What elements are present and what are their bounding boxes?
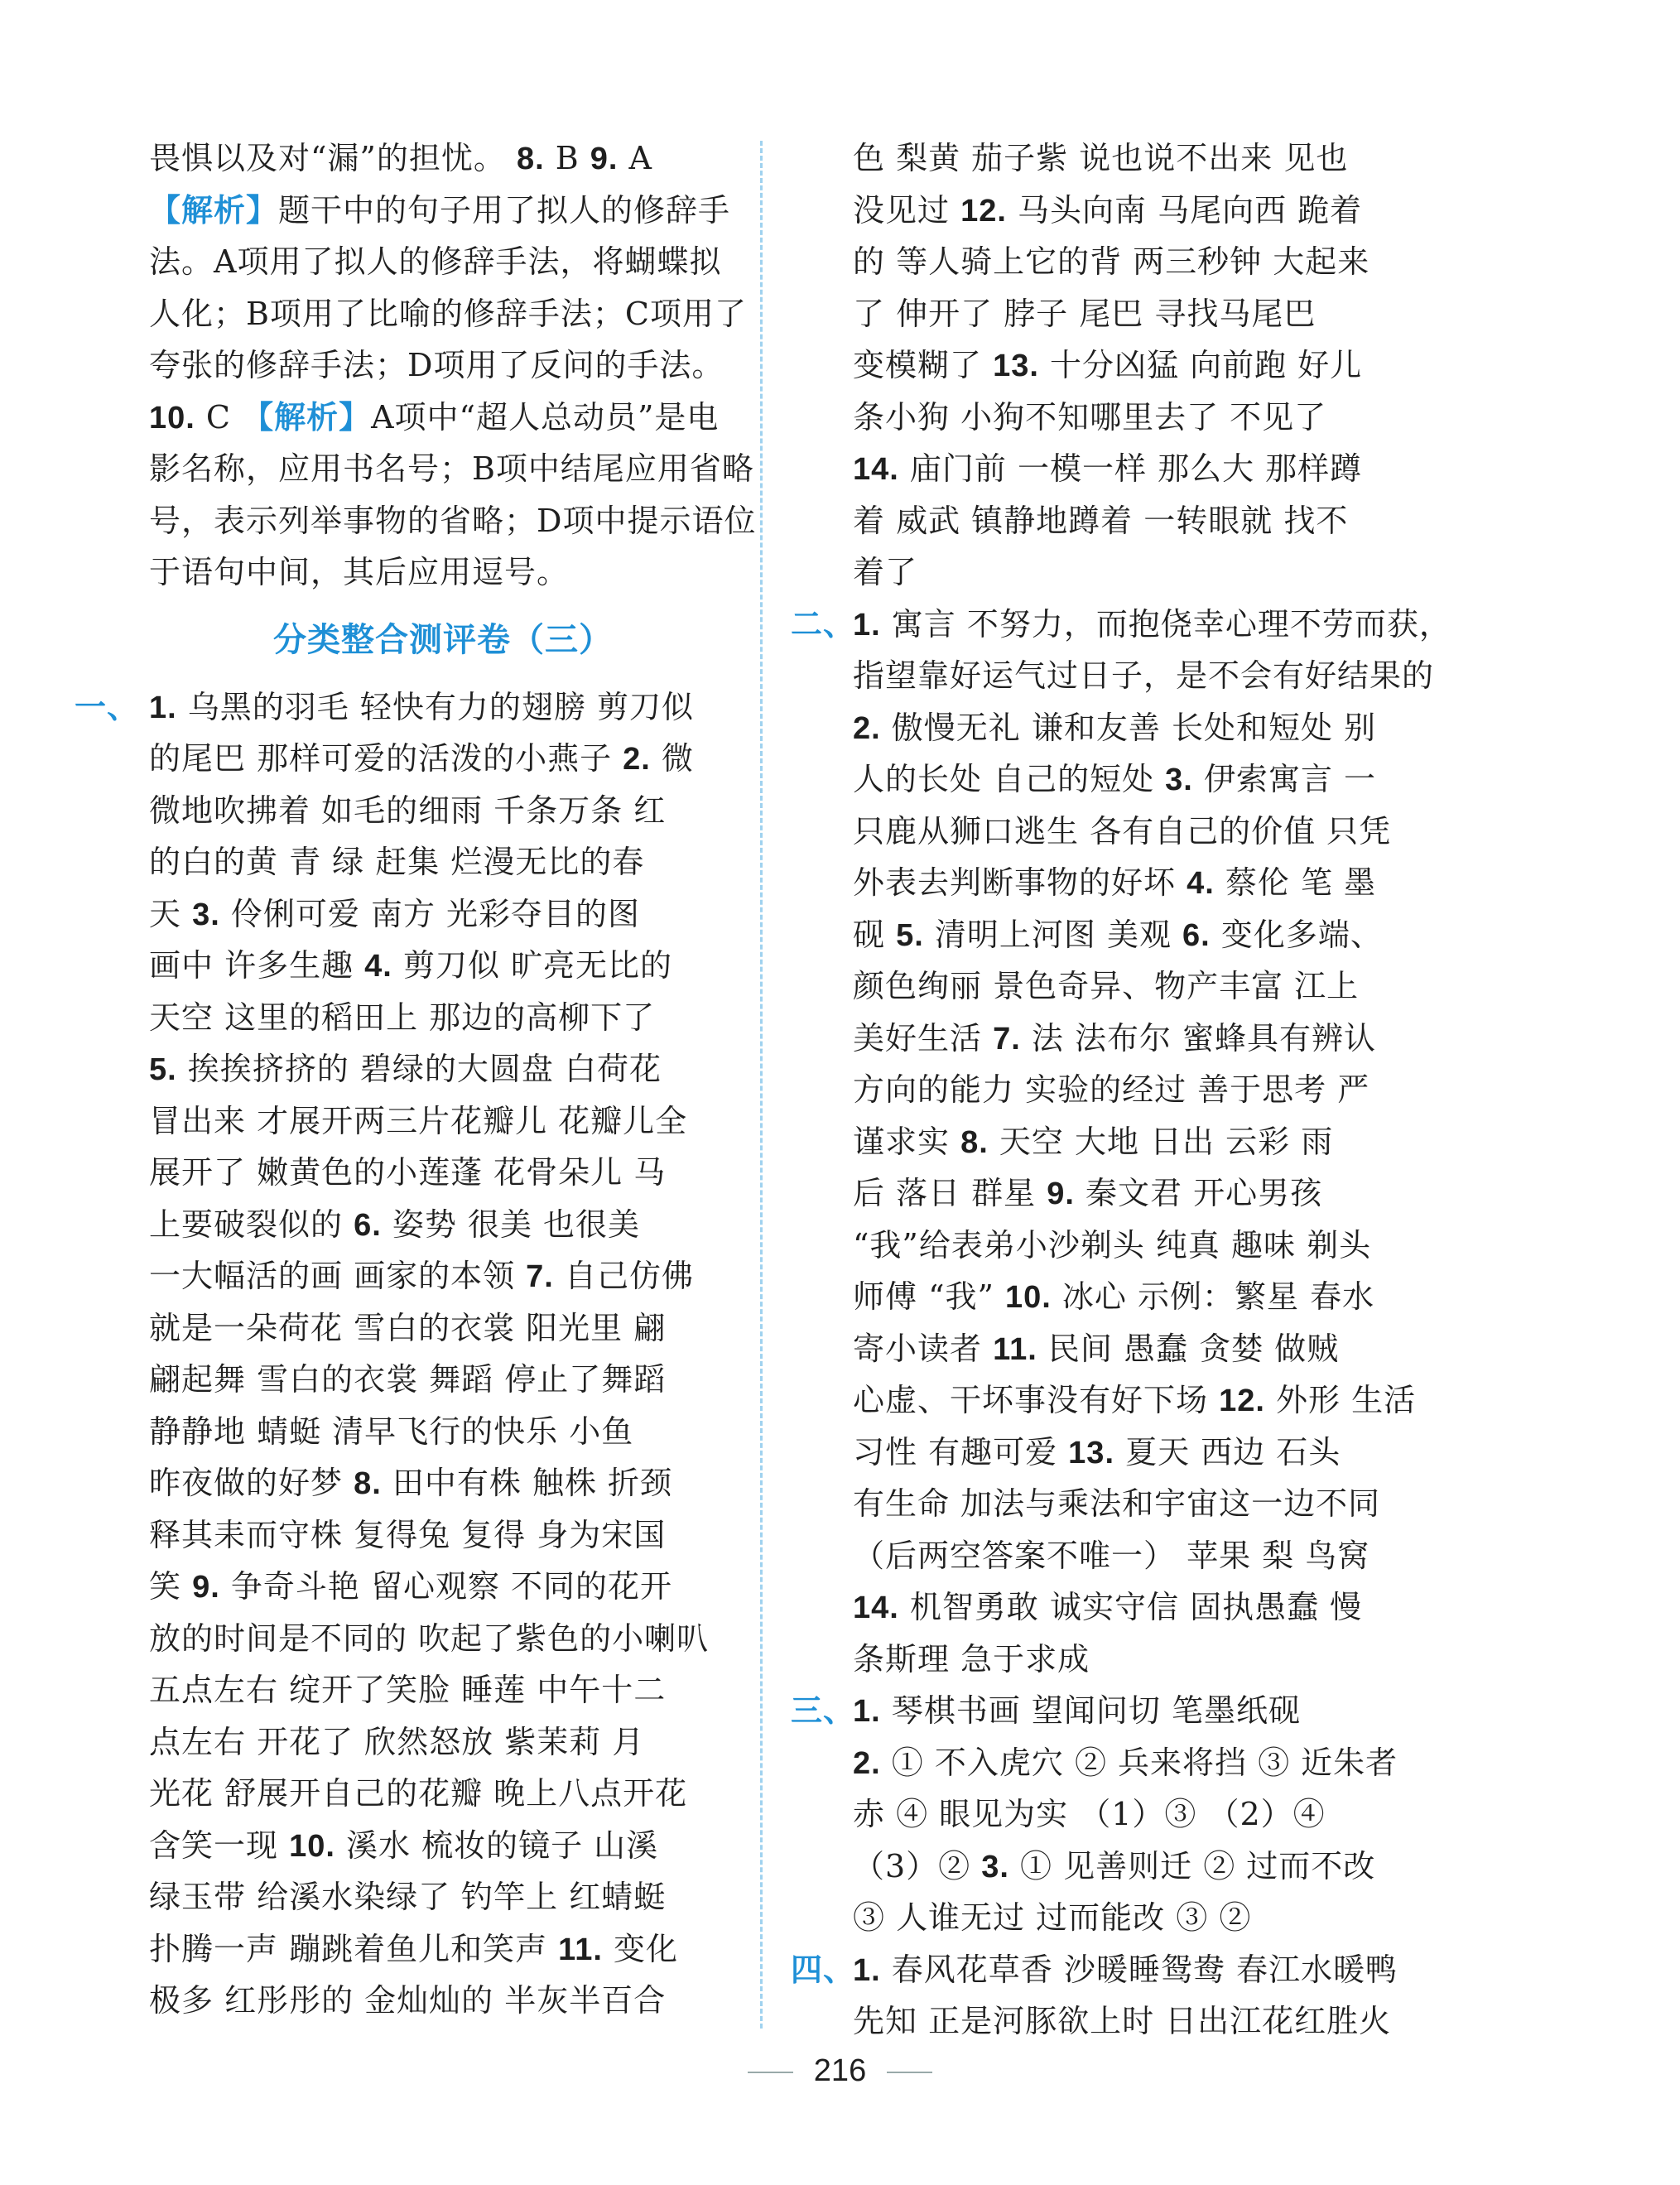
answer-line: 谨求实 8. 天空 大地 日出 云彩 雨 xyxy=(853,1123,1334,1160)
question-number: 3. xyxy=(981,1849,1009,1884)
answer-line: 放的时间是不同的 吹起了紫色的小喇叭 xyxy=(149,1619,710,1657)
answer-line: 14. 庙门前 一模一样 那么大 那样蹲 xyxy=(853,450,1363,487)
answer-line: 天空 这里的稻田上 那边的高柳下了 xyxy=(149,999,656,1036)
answer-line: 2. ① 不入虎穴 ② 兵来将挡 ③ 近朱者 xyxy=(853,1744,1398,1781)
answer-line: 影名称，应用书名号；B项中结尾应用省略 xyxy=(149,450,754,487)
question-number: 11. xyxy=(993,1331,1037,1367)
left-section-block xyxy=(75,681,737,2027)
answer-line: 二、 1. 寓言 不努力，而抱侥幸心理不劳而获， xyxy=(853,599,1449,651)
section-marker: 四、 xyxy=(791,1951,856,1988)
answer-line: 上要破裂似的 6. 姿势 很美 也很美 xyxy=(149,1206,641,1243)
question-number: 8. xyxy=(516,142,545,176)
answer-line: 夸张的修辞手法；D项用了反问的手法。 xyxy=(149,347,724,383)
question-number: 13. xyxy=(993,349,1039,383)
question-number: 9. xyxy=(1047,1177,1075,1211)
footer-dash-left xyxy=(748,2072,793,2073)
question-number: 1. xyxy=(149,690,177,725)
answer-line: 先知 正是河豚欲上时 日出江花红胜火 xyxy=(853,2003,1392,2039)
question-number: 8. xyxy=(960,1124,989,1160)
answer-line: 展开了 嫩黄色的小莲蓬 花骨朵儿 马 xyxy=(149,1154,667,1191)
answer-line: 笑 9. 争奇斗艳 留心观察 不同的花开 xyxy=(149,1568,673,1605)
answer-line: 色 梨黄 茄子紫 说也说不出来 见也 xyxy=(853,140,1349,176)
answer-line: 五点左右 绽开了笑脸 睡莲 中午十二 xyxy=(149,1672,667,1708)
footer-dash-right xyxy=(887,2072,932,2073)
answer-line: 砚 5. 清明上河图 美观 6. 变化多端、 xyxy=(853,916,1383,953)
answer-line: 点左右 开花了 欣然怒放 紫茉莉 月 xyxy=(149,1723,645,1760)
answer-line: 一大幅活的画 画家的本领 7. 自己仿佛 xyxy=(149,1258,694,1294)
answer-line: 有生命 加法与乘法和宇宙这一边不同 xyxy=(853,1485,1381,1522)
section-marker: 二、 xyxy=(791,605,856,643)
answer-line: 【解析】题干中的句子用了拟人的修辞手 xyxy=(149,191,731,229)
answer-line: 变模糊了 13. 十分凶猛 向前跑 好儿 xyxy=(853,347,1363,383)
answer-line: 畏惧以及对“漏”的担忧。 8. B 9. A xyxy=(149,140,652,176)
question-number: 12. xyxy=(1219,1384,1265,1418)
answer-line: 昨夜做的好梦 8. 田中有株 触株 折颈 xyxy=(149,1465,673,1501)
answer-line: 天 3. 伶俐可爱 南方 光彩夺目的图 xyxy=(149,895,641,932)
question-number: 10. xyxy=(1005,1280,1052,1315)
answer-line: 的 等人骑上它的背 两三秒钟 大起来 xyxy=(853,243,1370,280)
answer-line: 翩起舞 雪白的衣裳 舞蹈 停止了舞蹈 xyxy=(149,1361,667,1398)
answer-line: 一、 1. 乌黑的羽毛 轻快有力的翅膀 剪刀似 xyxy=(149,681,737,734)
question-number: 7. xyxy=(526,1259,554,1294)
answer-line: 法。A项用了拟人的修辞手法，将蝴蝶拟 xyxy=(149,243,722,280)
answer-line: 人化；B项用了比喻的修辞手法；C项用了 xyxy=(149,295,748,332)
answer-line: 三、 1. 琴棋书画 望闻问切 笔墨纸砚 xyxy=(853,1685,1449,1737)
analysis-tag: 【解析】 xyxy=(149,191,279,229)
answer-line: 2. 傲慢无礼 谦和友善 长处和短处 别 xyxy=(853,709,1377,746)
answer-line: 微地吹拂着 如毛的细雨 千条万条 红 xyxy=(149,792,667,829)
answer-line: 绿玉带 给溪水染绿了 钓竿上 红蜻蜓 xyxy=(149,1879,667,1915)
page-footer xyxy=(0,2053,1680,2089)
question-number: 1. xyxy=(853,1952,881,1988)
answer-line: 的尾巴 那样可爱的活泼的小燕子 2. 微 xyxy=(149,740,694,777)
answer-line: 极多 红彤彤的 金灿灿的 半灰半百合 xyxy=(149,1982,667,2019)
left-top-block xyxy=(149,132,757,599)
answer-line: 于语句中间，其后应用逗号。 xyxy=(149,554,570,590)
question-number: 5. xyxy=(896,917,924,953)
question-number: 9. xyxy=(590,142,619,176)
answer-line: 师傅 “我” 10. 冰心 示例：繁星 春水 xyxy=(853,1278,1375,1315)
answer-line: 条小狗 小狗不知哪里去了 不见了 xyxy=(853,398,1327,436)
question-number: 2. xyxy=(623,742,651,777)
section-title: 分类整合测评卷（三） xyxy=(273,620,613,659)
question-number: 12. xyxy=(960,193,1007,229)
answer-line: 美好生活 7. 法 法布尔 蜜蜂具有辨认 xyxy=(853,1019,1377,1056)
answer-line: 四、 1. 春风花草香 沙暖睡鸳鸯 春江水暖鸭 xyxy=(853,1944,1449,1996)
answer-line: 人的长处 自己的短处 3. 伊索寓言 一 xyxy=(853,761,1377,797)
answer-line: 号，表示列举事物的省略；D项中提示语位 xyxy=(149,502,757,539)
answer-line: （后两空答案不唯一） 苹果 梨 鸟窝 xyxy=(853,1537,1370,1574)
answer-line: 没见过 12. 马头向南 马尾向西 跪着 xyxy=(853,191,1363,229)
answer-line: （3）② 3. ① 见善则迁 ② 过而不改 xyxy=(853,1847,1376,1884)
analysis-tag: 【解析】 xyxy=(242,398,372,436)
answer-line: 画中 许多生趣 4. 剪刀似 旷亮无比的 xyxy=(149,947,673,984)
question-number: 10. xyxy=(149,400,195,436)
question-number: 3. xyxy=(1165,763,1193,797)
answer-line: 寄小读者 11. 民间 愚蠢 贪婪 做贼 xyxy=(853,1330,1340,1367)
answer-line: 指望靠好运气过日子，是不会有好结果的 xyxy=(853,657,1435,694)
answer-line: 就是一朵荷花 雪白的衣裳 阳光里 翩 xyxy=(149,1309,667,1346)
answer-line: 含笑一现 10. 溪水 梳妆的镜子 山溪 xyxy=(149,1826,659,1864)
column-divider xyxy=(760,141,763,2029)
left-column xyxy=(75,132,757,2027)
answer-line: 颜色绚丽 景色奇异、物产丰富 江上 xyxy=(853,968,1360,1004)
question-number: 10. xyxy=(289,1828,335,1864)
answer-line: 扑腾一声 蹦跳着鱼儿和笑声 11. 变化 xyxy=(149,1930,678,1967)
question-number: 2. xyxy=(853,710,881,746)
answer-line: “我”给表弟小沙剃头 纯真 趣味 剃头 xyxy=(853,1226,1372,1263)
answer-line: 光花 舒展开自己的花瓣 晚上八点开花 xyxy=(149,1775,688,1812)
answer-line: 5. 挨挨挤挤的 碧绿的大圆盘 白荷花 xyxy=(149,1051,662,1087)
answer-line: 的白的黄 青 绿 赶集 烂漫无比的春 xyxy=(149,844,645,880)
right-lines-block xyxy=(791,132,1451,2048)
answer-line: 着 威武 镇静地蹲着 一转眼就 找不 xyxy=(853,502,1349,539)
answer-line: ③ 人谁无过 过而能改 ③ ② xyxy=(853,1899,1252,1936)
answer-line: 心虚、干坏事没有好下场 12. 外形 生活 xyxy=(853,1382,1417,1418)
answer-line: 着了 xyxy=(853,554,918,590)
question-number: 14. xyxy=(853,1591,899,1625)
answer-line: 14. 机智勇敢 诚实守信 固执愚蠢 慢 xyxy=(853,1589,1363,1625)
question-number: 5. xyxy=(149,1052,177,1087)
section-marker: 三、 xyxy=(791,1692,856,1729)
page-number: 216 xyxy=(813,2053,867,2088)
question-number: 6. xyxy=(354,1207,382,1243)
answer-line: 释其耒而守株 复得兔 复得 身为宋国 xyxy=(149,1516,667,1553)
right-column xyxy=(791,132,1451,2048)
question-number: 4. xyxy=(364,949,392,984)
answer-line: 条斯理 急于求成 xyxy=(853,1640,1090,1677)
question-number: 1. xyxy=(853,1694,881,1729)
answer-line: 10. C 【解析】A项中“超人总动员”是电 xyxy=(149,398,720,436)
question-number: 1. xyxy=(853,607,881,643)
answer-line: 外表去判断事物的好坏 4. 蔡伦 笔 墨 xyxy=(853,864,1377,901)
answer-line: 只鹿从狮口逃生 各有自己的价值 只凭 xyxy=(853,812,1392,849)
question-number: 7. xyxy=(993,1021,1021,1056)
question-number: 8. xyxy=(354,1466,382,1501)
answer-line: 静静地 蜻蜓 清早飞行的快乐 小鱼 xyxy=(149,1413,634,1450)
question-number: 6. xyxy=(1182,917,1211,953)
answer-line: 赤 ④ 眼见为实 （1）③ （2）④ xyxy=(853,1796,1326,1832)
answer-line: 了 伸开了 脖子 尾巴 寻找马尾巴 xyxy=(853,295,1317,332)
question-number: 14. xyxy=(853,452,899,487)
answer-line: 习性 有趣可爱 13. 夏天 西边 石头 xyxy=(853,1433,1341,1470)
question-number: 4. xyxy=(1187,866,1215,901)
question-number: 13. xyxy=(1068,1435,1114,1470)
answer-line: 方向的能力 实验的经过 善于思考 严 xyxy=(853,1071,1370,1108)
answer-line: 后 落日 群星 9. 秦文君 开心男孩 xyxy=(853,1175,1323,1211)
question-number: 9. xyxy=(192,1570,220,1605)
answer-line: 冒出来 才展开两三片花瓣儿 花瓣儿全 xyxy=(149,1102,688,1139)
question-number: 2. xyxy=(853,1745,881,1781)
question-number: 11. xyxy=(558,1932,603,1967)
question-number: 3. xyxy=(192,897,220,932)
section-marker: 一、 xyxy=(75,688,140,725)
